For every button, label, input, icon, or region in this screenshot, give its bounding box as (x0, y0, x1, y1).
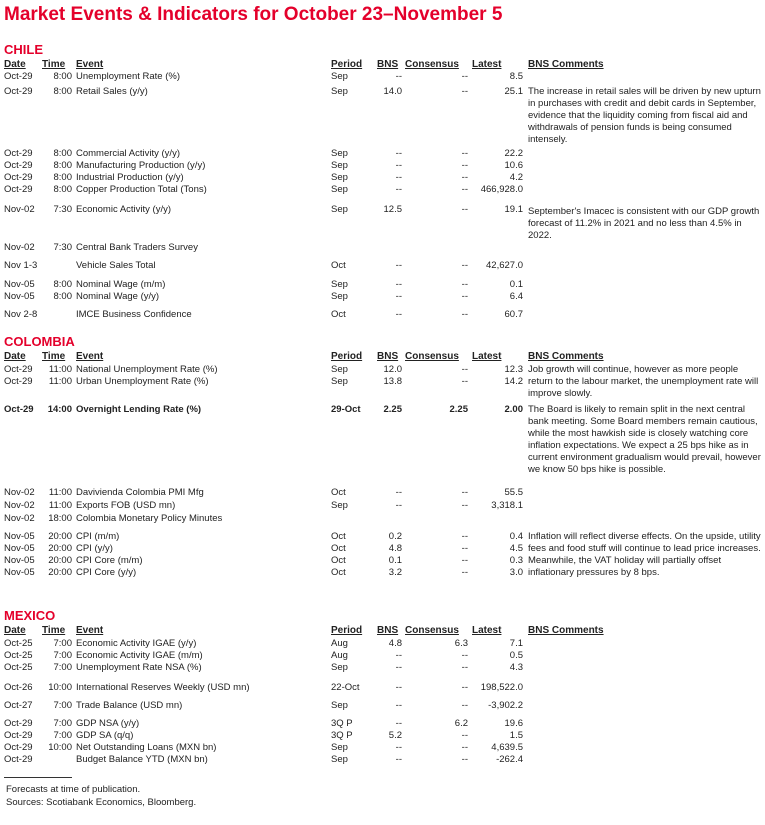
cell-latest: 0.3 (509, 555, 523, 566)
cell-event: Davivienda Colombia PMI Mfg (76, 487, 204, 498)
cell-latest: 12.3 (504, 364, 523, 375)
cell-date: Oct-25 (4, 662, 33, 673)
cell-bns: -- (395, 650, 402, 661)
cell-bns: 12.5 (383, 204, 402, 215)
section-title-mexico: MEXICO (4, 608, 56, 623)
cell-latest: -262.4 (496, 754, 523, 765)
cell-bns: 0.1 (388, 555, 402, 566)
cell-latest: 25.1 (504, 86, 523, 97)
section-title-colombia: COLOMBIA (4, 334, 75, 349)
cell-consensus: -- (461, 730, 468, 741)
cell-event: Vehicle Sales Total (76, 260, 156, 271)
cell-time: 20:00 (48, 567, 72, 578)
cell-period: Sep (331, 148, 348, 159)
cell-consensus: -- (461, 204, 468, 215)
header-comments: BNS Comments (528, 351, 604, 362)
cell-event: Net Outstanding Loans (MXN bn) (76, 742, 217, 753)
cell-event: Nominal Wage (y/y) (76, 291, 160, 302)
cell-bns: -- (395, 260, 402, 271)
cell-period: Oct (331, 531, 346, 542)
table-row (0, 172, 765, 184)
cell-period: Sep (331, 160, 348, 171)
header-date: Date (4, 59, 26, 70)
cell-consensus: -- (461, 662, 468, 673)
cell-latest: 14.2 (504, 376, 523, 387)
cell-consensus: -- (461, 567, 468, 578)
cell-consensus: -- (461, 184, 468, 195)
header-consensus: Consensus (405, 625, 459, 636)
cell-time: 14:00 (47, 404, 72, 415)
cell-event: Central Bank Traders Survey (76, 242, 198, 253)
cell-date: Oct-27 (4, 700, 33, 711)
cell-time: 8:00 (53, 71, 72, 82)
cell-bns: 3.2 (388, 567, 402, 578)
cell-bns: -- (395, 754, 402, 765)
cell-date: Nov-05 (4, 555, 35, 566)
header-time: Time (42, 59, 66, 70)
cell-event: Nominal Wage (m/m) (76, 279, 166, 290)
cell-date: Oct-29 (4, 71, 33, 82)
cell-date: Oct-25 (4, 650, 33, 661)
cell-period: 22-Oct (331, 682, 360, 693)
table-row (0, 513, 765, 525)
cell-consensus: -- (461, 682, 468, 693)
cell-consensus: -- (461, 279, 468, 290)
cell-event: CPI Core (y/y) (76, 567, 137, 578)
cell-date: Oct-29 (4, 730, 33, 741)
cell-time: 11:00 (48, 500, 72, 511)
cell-date: Oct-29 (4, 742, 33, 753)
cell-event: National Unemployment Rate (%) (76, 364, 218, 375)
cell-date: Nov-05 (4, 279, 35, 290)
cell-latest: 4,639.5 (491, 742, 523, 753)
table-row (0, 730, 765, 742)
cell-consensus: -- (461, 376, 468, 387)
cell-event: Economic Activity (y/y) (76, 204, 172, 215)
cell-time: 20:00 (48, 543, 72, 554)
cell-bns: -- (395, 160, 402, 171)
cell-period: 3Q P (331, 730, 353, 741)
cell-date: Oct-26 (4, 682, 33, 693)
cell-bns: -- (395, 148, 402, 159)
cell-time: 7:00 (53, 730, 72, 741)
cell-date: Oct-29 (4, 364, 33, 375)
header-bns: BNS (377, 625, 399, 636)
cell-period: Oct (331, 567, 346, 578)
table-header-colombia (0, 351, 765, 363)
cell-period: 29-Oct (331, 404, 361, 415)
cell-event: Copper Production Total (Tons) (76, 184, 207, 195)
cell-latest: 55.5 (504, 487, 523, 498)
table-row (0, 662, 765, 674)
cell-bns: 4.8 (388, 638, 402, 649)
cell-bns: 2.25 (383, 404, 402, 415)
cell-time: 7:30 (53, 204, 72, 215)
cell-time: 10:00 (48, 682, 72, 693)
cell-event: Industrial Production (y/y) (76, 172, 184, 183)
cell-time: 7:30 (53, 242, 72, 253)
cell-date: Nov-02 (4, 242, 35, 253)
cell-event: Exports FOB (USD mn) (76, 500, 176, 511)
cell-time: 20:00 (48, 531, 72, 542)
cell-consensus: -- (461, 260, 468, 271)
cell-time: 8:00 (53, 160, 72, 171)
cell-latest: -3,902.2 (488, 700, 523, 711)
cell-consensus: -- (461, 148, 468, 159)
cell-latest: 22.2 (504, 148, 523, 159)
cell-date: Oct-29 (4, 148, 33, 159)
cell-date: Nov-02 (4, 513, 35, 524)
cell-bns: -- (395, 279, 402, 290)
cell-period: Oct (331, 555, 346, 566)
table-row (0, 242, 765, 254)
header-latest: Latest (472, 59, 502, 70)
cell-event: Economic Activity IGAE (m/m) (76, 650, 203, 661)
cell-time: 7:00 (53, 700, 72, 711)
cell-period: Sep (331, 364, 348, 375)
comment-colombia-unemployment: Job growth will continue, however as more people return to the labour market, the unemployment rate will improve slowly. (528, 364, 759, 399)
cell-event: Budget Balance YTD (MXN bn) (76, 754, 208, 765)
cell-date: Oct-29 (4, 86, 33, 97)
cell-bns: -- (395, 500, 402, 511)
cell-period: Sep (331, 662, 348, 673)
header-period: Period (331, 625, 363, 636)
cell-date: Oct-29 (4, 160, 33, 171)
cell-consensus: -- (461, 742, 468, 753)
cell-period: Oct (331, 487, 346, 498)
table-row (0, 260, 765, 272)
cell-event: Overnight Lending Rate (%) (76, 404, 202, 415)
cell-time: 8:00 (53, 279, 72, 290)
cell-consensus: -- (461, 700, 468, 711)
cell-consensus: -- (461, 71, 468, 82)
cell-bns: -- (395, 742, 402, 753)
table-row (0, 700, 765, 712)
cell-latest: 19.1 (504, 204, 523, 215)
cell-date: Nov-05 (4, 531, 35, 542)
cell-time: 8:00 (53, 86, 72, 97)
cell-date: Oct-29 (4, 184, 33, 195)
cell-event: IMCE Business Confidence (76, 309, 192, 320)
cell-consensus: -- (461, 555, 468, 566)
cell-time: 8:00 (53, 172, 72, 183)
page-title: Market Events & Indicators for October 23–November 5 (4, 4, 503, 25)
header-comments: BNS Comments (528, 59, 604, 70)
cell-time: 11:00 (48, 487, 72, 498)
cell-date: Oct-29 (4, 754, 33, 765)
cell-date: Nov-05 (4, 567, 35, 578)
table-row (0, 71, 765, 83)
table-row (0, 309, 765, 321)
cell-bns: -- (395, 172, 402, 183)
footer-sources: Sources: Scotiabank Economics, Bloomberg. (6, 797, 197, 808)
cell-date: Nov-05 (4, 543, 35, 554)
cell-bns: -- (395, 718, 402, 729)
cell-date: Oct-29 (4, 172, 33, 183)
table-row (0, 184, 765, 196)
cell-consensus: -- (461, 172, 468, 183)
cell-event: CPI (m/m) (76, 531, 120, 542)
cell-consensus: -- (461, 364, 468, 375)
cell-date: Nov-05 (4, 291, 35, 302)
cell-period: Sep (331, 172, 348, 183)
cell-consensus: -- (461, 86, 468, 97)
table-row (0, 638, 765, 650)
cell-bns: -- (395, 291, 402, 302)
cell-time: 8:00 (53, 148, 72, 159)
comment-colombia-rate: The Board is likely to remain split in the next central bank meeting. Some Board members remain cautious, while the most hawkish side is closely watching core inflation expectations. We expect a 25 bps hike as in current environment gradualism would prevail, however we know 50 bps hike is possible. (528, 404, 761, 475)
cell-bns: -- (395, 682, 402, 693)
cell-consensus: -- (461, 291, 468, 302)
cell-latest: 198,522.0 (480, 682, 523, 693)
header-latest: Latest (472, 625, 502, 636)
header-period: Period (331, 59, 363, 70)
table-header-mexico (0, 625, 765, 637)
cell-time: 20:00 (48, 555, 72, 566)
table-row (0, 291, 765, 303)
header-time: Time (42, 351, 66, 362)
cell-latest: 3,318.1 (491, 500, 523, 511)
table-row (0, 650, 765, 662)
cell-consensus: -- (461, 650, 468, 661)
cell-date: Oct-25 (4, 638, 33, 649)
cell-period: Sep (331, 86, 348, 97)
cell-latest: 4.2 (509, 172, 523, 183)
cell-time: 11:00 (48, 364, 72, 375)
header-event: Event (76, 625, 104, 636)
header-consensus: Consensus (405, 351, 459, 362)
cell-event: CPI (y/y) (76, 543, 113, 554)
comment-chile-retail: The increase in retail sales will be driven by new upturn in purchases with credit and debit cards in September, evidence that the liquidity coming from fiscal aid and withdrawals of pension funds is being consumed intensely. (528, 86, 761, 145)
cell-latest: 10.6 (504, 160, 523, 171)
cell-latest: 466,928.0 (480, 184, 523, 195)
header-bns: BNS (377, 59, 399, 70)
table-row (0, 718, 765, 730)
cell-period: Oct (331, 543, 346, 554)
cell-date: Nov-02 (4, 500, 35, 511)
cell-time: 8:00 (53, 291, 72, 302)
cell-bns: 4.8 (388, 543, 402, 554)
cell-time: 7:00 (53, 718, 72, 729)
cell-period: Sep (331, 376, 348, 387)
cell-period: 3Q P (331, 718, 353, 729)
cell-event: Commercial Activity (y/y) (76, 148, 180, 159)
cell-period: Sep (331, 279, 348, 290)
cell-consensus: -- (461, 543, 468, 554)
cell-period: Oct (331, 309, 346, 320)
cell-latest: 3.0 (509, 567, 523, 578)
cell-latest: 0.1 (509, 279, 523, 290)
cell-period: Sep (331, 742, 348, 753)
cell-period: Oct (331, 260, 346, 271)
cell-latest: 19.6 (504, 718, 523, 729)
cell-event: Urban Unemployment Rate (%) (76, 376, 209, 387)
cell-consensus: -- (461, 160, 468, 171)
table-row (0, 754, 765, 766)
cell-date: Nov 1-3 (4, 260, 38, 271)
cell-latest: 6.4 (509, 291, 523, 302)
cell-date: Nov 2-8 (4, 309, 38, 320)
cell-event: GDP NSA (y/y) (76, 718, 140, 729)
cell-date: Nov-02 (4, 487, 35, 498)
comment-chile-imacec: September's Imacec is consistent with our GDP growth forecast of 11.2% in 2021 and no less than 4.5% in 2022. (528, 206, 760, 241)
cell-date: Nov-02 (4, 204, 35, 215)
cell-event: Economic Activity IGAE (y/y) (76, 638, 197, 649)
cell-consensus: -- (461, 500, 468, 511)
cell-bns: -- (395, 487, 402, 498)
cell-period: Sep (331, 291, 348, 302)
table-row (0, 487, 765, 499)
cell-period: Sep (331, 184, 348, 195)
cell-date: Oct-29 (4, 376, 33, 387)
header-consensus: Consensus (405, 59, 459, 70)
cell-bns: -- (395, 184, 402, 195)
cell-consensus: -- (461, 309, 468, 320)
section-title-chile: CHILE (4, 42, 43, 57)
cell-event: GDP SA (q/q) (76, 730, 134, 741)
cell-bns: 14.0 (383, 86, 402, 97)
cell-bns: -- (395, 700, 402, 711)
cell-bns: 0.2 (388, 531, 402, 542)
cell-latest: 1.5 (509, 730, 523, 741)
cell-latest: 8.5 (509, 71, 523, 82)
cell-event: Trade Balance (USD mn) (76, 700, 183, 711)
table-row (0, 279, 765, 291)
cell-bns: 5.2 (388, 730, 402, 741)
cell-consensus: -- (461, 487, 468, 498)
cell-latest: 0.4 (509, 531, 523, 542)
cell-latest: 7.1 (509, 638, 523, 649)
cell-event: Unemployment Rate (%) (76, 71, 181, 82)
cell-period: Sep (331, 700, 348, 711)
cell-time: 8:00 (53, 184, 72, 195)
cell-bns: 12.0 (383, 364, 402, 375)
cell-latest: 4.5 (509, 543, 523, 554)
cell-consensus: 2.25 (449, 404, 468, 415)
header-date: Date (4, 625, 26, 636)
cell-period: Sep (331, 204, 348, 215)
header-event: Event (76, 59, 104, 70)
table-header-chile (0, 59, 765, 71)
cell-period: Sep (331, 754, 348, 765)
table-row (0, 742, 765, 754)
cell-bns: -- (395, 309, 402, 320)
header-date: Date (4, 351, 26, 362)
table-row (0, 682, 765, 694)
cell-time: 10:00 (48, 742, 72, 753)
cell-latest: 4.3 (509, 662, 523, 673)
cell-time: 7:00 (53, 638, 72, 649)
cell-period: Sep (331, 71, 348, 82)
cell-event: Unemployment Rate NSA (%) (76, 662, 202, 673)
cell-consensus: 6.2 (454, 718, 468, 729)
header-time: Time (42, 625, 66, 636)
header-event: Event (76, 351, 104, 362)
cell-bns: -- (395, 71, 402, 82)
cell-time: 11:00 (48, 376, 72, 387)
table-row (0, 500, 765, 512)
cell-latest: 0.5 (509, 650, 523, 661)
cell-consensus: 6.3 (454, 638, 468, 649)
comment-colombia-cpi: Inflation will reflect diverse effects. On the upside, utility fees and food stuff will continue to lead price increases. Meanwhile, the VAT holiday will partially offset inflationary pressures by 8 bps. (528, 531, 761, 578)
header-comments: BNS Comments (528, 625, 604, 636)
table-row (0, 160, 765, 172)
cell-event: Manufacturing Production (y/y) (76, 160, 206, 171)
cell-latest: 42,627.0 (486, 260, 523, 271)
cell-event: Retail Sales (y/y) (76, 86, 148, 97)
header-period: Period (331, 351, 363, 362)
cell-bns: -- (395, 662, 402, 673)
cell-event: International Reserves Weekly (USD mn) (76, 682, 250, 693)
header-latest: Latest (472, 351, 502, 362)
footer-note: Forecasts at time of publication. (6, 784, 141, 795)
cell-period: Sep (331, 500, 348, 511)
cell-consensus: -- (461, 754, 468, 765)
cell-date: Oct-29 (4, 718, 33, 729)
cell-period: Aug (331, 650, 348, 661)
cell-period: Aug (331, 638, 348, 649)
cell-bns: 13.8 (383, 376, 402, 387)
cell-consensus: -- (461, 531, 468, 542)
table-row (0, 148, 765, 160)
cell-event: Colombia Monetary Policy Minutes (76, 513, 223, 524)
cell-time: 7:00 (53, 662, 72, 673)
cell-time: 18:00 (48, 513, 72, 524)
cell-latest: 2.00 (504, 404, 523, 415)
footer-divider (4, 777, 72, 778)
cell-date: Oct-29 (4, 404, 34, 415)
cell-time: 7:00 (53, 650, 72, 661)
cell-latest: 60.7 (504, 309, 523, 320)
cell-event: CPI Core (m/m) (76, 555, 143, 566)
header-bns: BNS (377, 351, 399, 362)
